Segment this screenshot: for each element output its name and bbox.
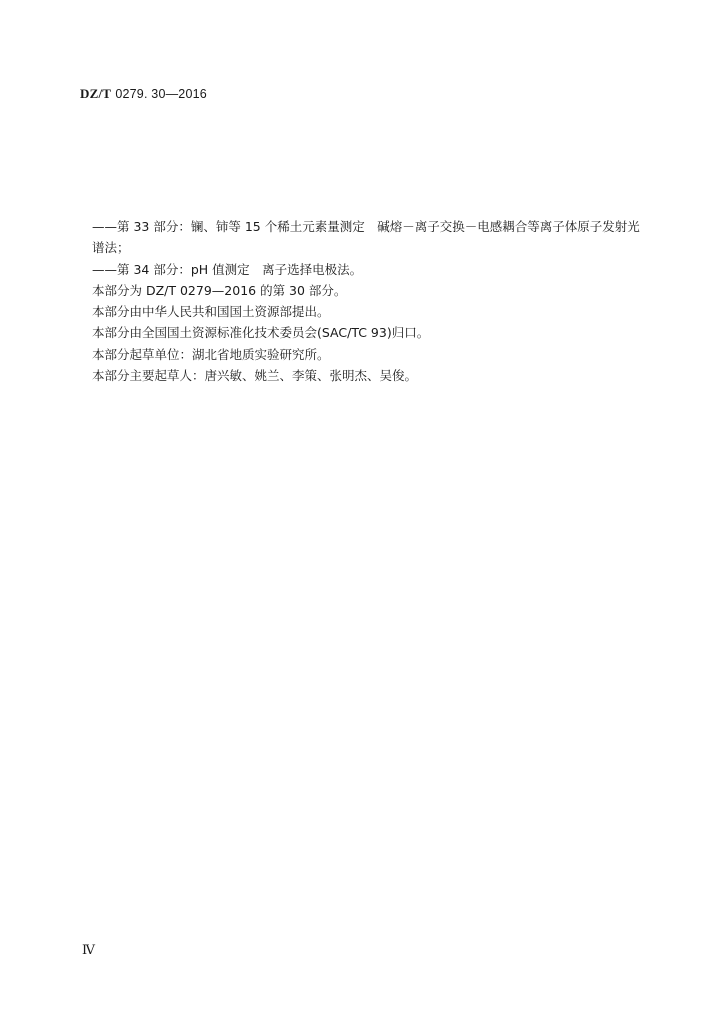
foreword-body: [80, 216, 650, 386]
standard-code-header: [80, 86, 207, 102]
paragraph-committee: 本部分由全国国土资源标准化技术委员会(SAC/TC 93)归口。: [92, 325, 430, 341]
paragraph-proposer: 本部分由中华人民共和国国土资源部提出。: [92, 304, 330, 320]
paragraph-part-33: ——第 33 部分：镧、铈等 15 个稀土元素量测定 碱熔－离子交换－电感耦合等离子体原子发射光谱法；: [92, 219, 640, 256]
paragraph-drafters: 本部分主要起草人：唐兴敏、姚兰、李策、张明杰、吴俊。: [92, 368, 418, 384]
standard-number: 0279. 30—2016: [115, 87, 207, 101]
page-number: Ⅳ: [82, 942, 95, 957]
standard-prefix: DZ/T: [80, 86, 112, 101]
paragraph-part-34: ——第 34 部分：pH 值测定 离子选择电极法。: [92, 261, 363, 277]
paragraph-part-statement: 本部分为 DZ/T 0279—2016 的第 30 部分。: [92, 282, 347, 298]
paragraph-drafting-unit: 本部分起草单位：湖北省地质实验研究所。: [92, 346, 330, 362]
